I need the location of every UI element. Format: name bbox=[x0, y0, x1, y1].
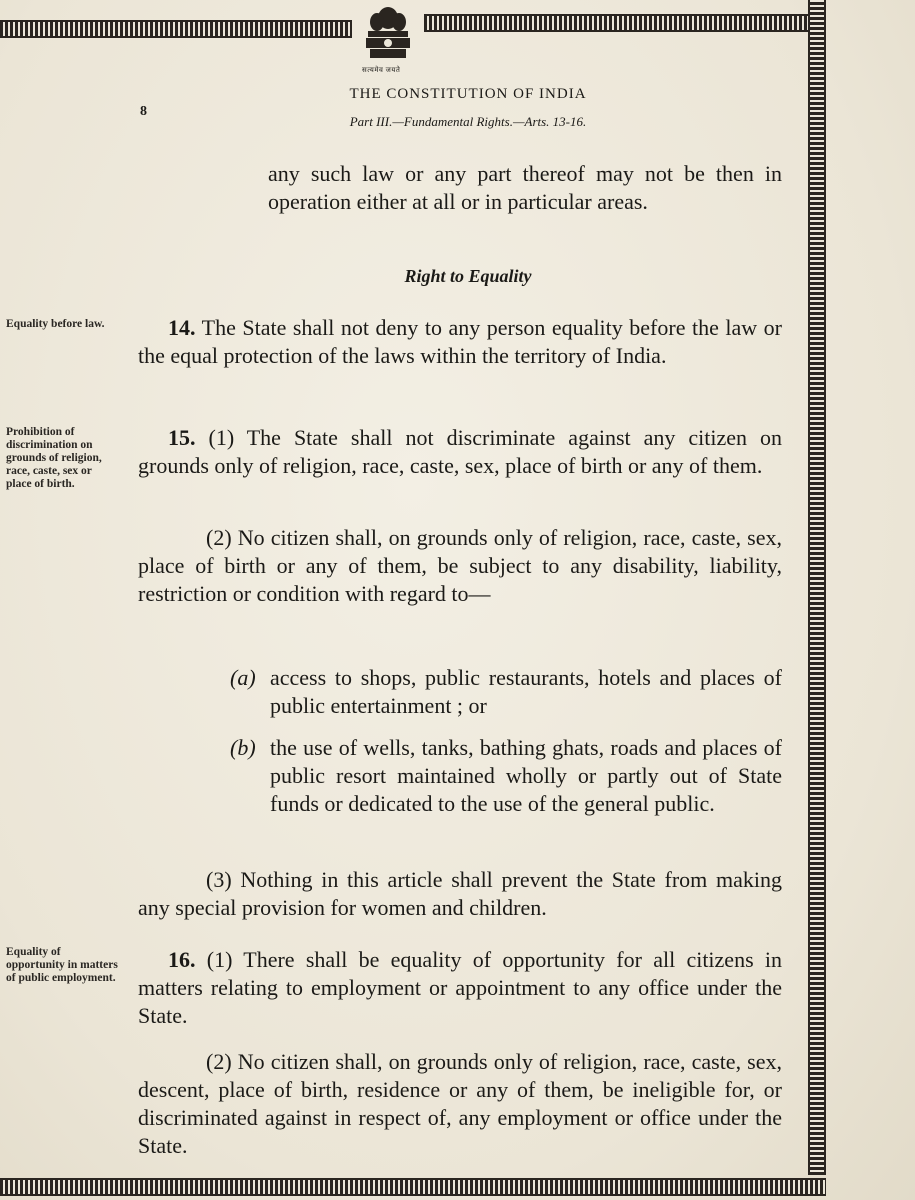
top-border-left bbox=[0, 20, 352, 38]
right-border bbox=[808, 0, 826, 1175]
article-15-number: 15. bbox=[168, 425, 196, 450]
article-14-number: 14. bbox=[168, 315, 196, 340]
margin-note-art16: Equality of opportunity in matters of public employment. bbox=[6, 946, 118, 984]
article-14-text: The State shall not deny to any person equality before the law or the equal protection of the laws within the territory of India. bbox=[138, 315, 782, 368]
running-title: THE CONSTITUTION OF INDIA bbox=[349, 86, 587, 102]
running-subtitle: Part III.—Fundamental Rights.—Arts. 13-16. bbox=[349, 114, 587, 129]
article-16-clause-1 bbox=[138, 946, 782, 1030]
article-15-item-a-label: (a) bbox=[230, 665, 256, 690]
article-15-item-b: the use of wells, tanks, bathing ghats, roads and places of public resort maintained wholly or partly out of State funds or dedicated to the use of the general public. bbox=[270, 735, 782, 816]
continuation-paragraph: any such law or any part thereof may not be then in operation either at all or in particular areas. bbox=[268, 161, 782, 214]
emblem-motto: सत्यमेव जयते bbox=[362, 66, 401, 74]
section-heading: Right to Equality bbox=[404, 266, 532, 286]
article-15-item-b-label: (b) bbox=[230, 735, 256, 760]
article-15-clause-2: (2) No citizen shall, on grounds only of religion, race, caste, sex, place of birth or any of them, be subject to any disability, liability, restriction or condition with regard to— bbox=[138, 525, 782, 606]
bottom-border bbox=[0, 1178, 826, 1196]
article-15-item-a: access to shops, public restaurants, hotels and places of public entertainment ; or bbox=[270, 665, 782, 718]
article-16-clause-2: (2) No citizen shall, on grounds only of religion, race, caste, sex, descent, place of birth, residence or any of them, be ineligible for, or discriminated against in respect of, any employment or office under the State. bbox=[138, 1049, 782, 1158]
article-14 bbox=[138, 314, 782, 370]
margin-note-art15: Prohibition of discrimination on grounds of religion, race, caste, sex or place of birth. bbox=[6, 426, 102, 490]
article-15-clause-1-text: (1) The State shall not discriminate against any citizen on grounds only of religion, race, caste, sex, place of birth or any of them. bbox=[138, 425, 782, 478]
margin-note-art14: Equality before law. bbox=[6, 318, 105, 330]
article-15-clause-1 bbox=[138, 424, 782, 480]
page-number: 8 bbox=[140, 104, 147, 119]
article-16-clause-1-text: (1) There shall be equality of opportunity for all citizens in matters relating to employment or appointment to any office under the State. bbox=[138, 947, 783, 1028]
article-16-number: 16. bbox=[168, 947, 196, 972]
article-15-clause-3: (3) Nothing in this article shall prevent the State from making any special provision for women and children. bbox=[138, 867, 782, 920]
top-border-right bbox=[424, 14, 816, 32]
